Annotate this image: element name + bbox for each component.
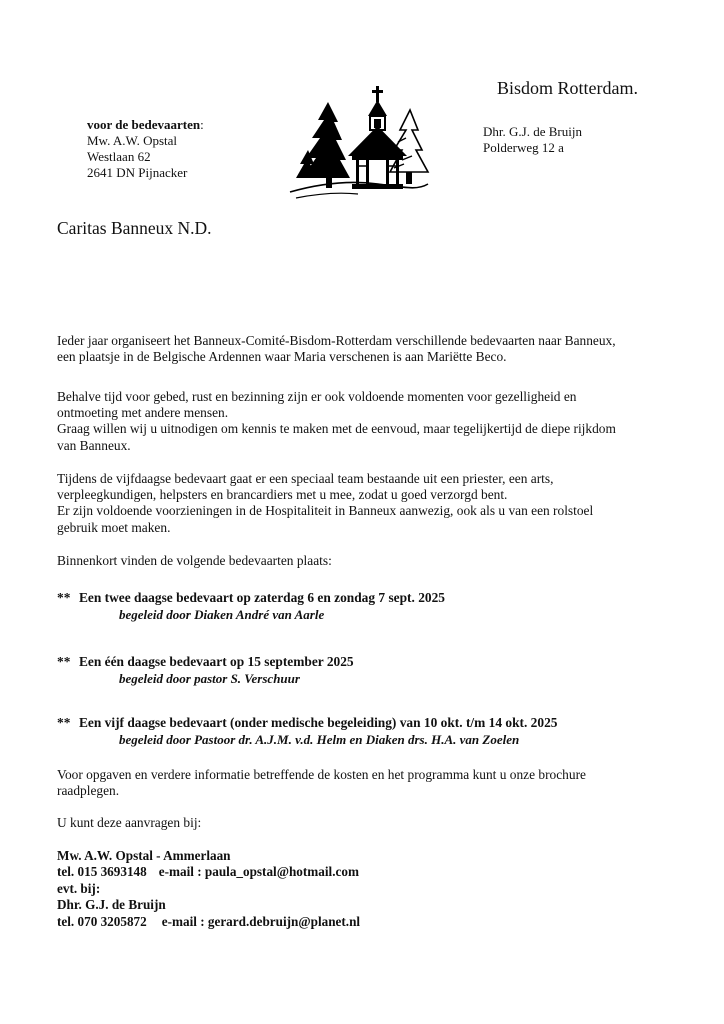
- upcoming-intro: Binnenkort vinden de volgende bedevaarten plaats:: [57, 553, 332, 568]
- trip-bullet: **: [57, 590, 71, 605]
- contact-alt-label: evt. bij:: [57, 880, 101, 896]
- trip-title: Een één daagse bedevaart op 15 september 2025: [79, 654, 354, 669]
- trip-item: [57, 590, 677, 623]
- trip-guide: begeleid door pastor S. Verschuur: [119, 671, 300, 687]
- trip-guide: begeleid door Diaken André van Aarle: [119, 607, 325, 623]
- text-line: Behalve tijd voor gebed, rust en bezinning zijn er ook voldoende momenten voor gezelligheid en: [57, 389, 577, 404]
- chapel-with-trees-icon: [288, 80, 430, 214]
- address-line: Mw. A.W. Opstal: [87, 133, 178, 148]
- text-line: van Banneux.: [57, 437, 131, 453]
- contact-name: Dhr. G.J. de Bruijn: [57, 897, 166, 913]
- trip-item: [57, 715, 677, 748]
- address-line: Dhr. G.J. de Bruijn: [483, 124, 582, 139]
- organisation-name: Bisdom Rotterdam.: [497, 78, 638, 98]
- contact-phone: tel. 015 3693148: [57, 864, 147, 880]
- request-line: U kunt deze aanvragen bij:: [57, 815, 202, 830]
- text-line: ontmoeting met andere mensen.: [57, 405, 229, 421]
- intro-paragraph: [57, 333, 677, 365]
- prayer-paragraph: [57, 389, 677, 454]
- address-line: Polderweg 12 a: [483, 140, 564, 155]
- text-line: Voor opgaven en verdere informatie betreffende de kosten en het programma kunt u onze brochure: [57, 767, 586, 782]
- trip-item: [57, 654, 677, 687]
- text-line: Er zijn voldoende voorzieningen in de Hospitaliteit in Banneux aanwezig, ook als u van een rolstoel: [57, 503, 594, 519]
- text-line: Graag willen wij u uitnodigen om kennis te maken met de eenvoud, maar tegelijkertijd de diepe rijkdom: [57, 421, 616, 437]
- document-subtitle: Caritas Banneux N.D.: [57, 218, 212, 238]
- address-line: Westlaan 62: [87, 149, 151, 164]
- contact-block: [57, 848, 360, 930]
- text-line: Tijdens de vijfdaagse bedevaart gaat er een speciaal team bestaande uit een priester, een arts,: [57, 471, 554, 486]
- trip-title: Een twee daagse bedevaart op zaterdag 6 en zondag 7 sept. 2025: [79, 590, 445, 605]
- contact-email[interactable]: e-mail : paula_opstal@hotmail.com: [158, 864, 359, 880]
- pilgrimage-contact-address: [87, 117, 204, 181]
- contact-name: Mw. A.W. Opstal - Ammerlaan: [57, 848, 231, 863]
- trip-bullet: **: [57, 715, 71, 730]
- diocese-contact-address: [483, 124, 582, 156]
- address-line: 2641 DN Pijnacker: [87, 165, 188, 180]
- text-line: verpleegkundigen, helpsters en brancardiers met u mee, zodat u goed verzorgd bent.: [57, 487, 508, 503]
- text-line: Ieder jaar organiseert het Banneux-Comité-Bisdom-Rotterdam verschillende bedevaarten naar Banneux,: [57, 333, 616, 348]
- text-line: gebruik moet maken.: [57, 519, 171, 535]
- address-heading-colon: :: [200, 117, 204, 132]
- text-line: een plaatsje in de Belgische Ardennen waar Maria verschenen is aan Mariëtte Beco.: [57, 349, 507, 365]
- contact-phone: tel. 070 3205872: [57, 913, 147, 929]
- address-heading: voor de bedevaarten: [87, 117, 201, 132]
- trip-title: Een vijf daagse bedevaart (onder medische begeleiding) van 10 okt. t/m 14 okt. 2025: [79, 715, 558, 730]
- trip-bullet: **: [57, 654, 71, 669]
- contact-email[interactable]: e-mail : gerard.debruijn@planet.nl: [161, 913, 361, 929]
- text-line: raadplegen.: [57, 783, 120, 799]
- team-paragraph: [57, 471, 677, 536]
- info-paragraph: [57, 767, 677, 799]
- trip-guide: begeleid door Pastoor dr. A.J.M. v.d. Helm en Diaken drs. H.A. van Zoelen: [119, 732, 520, 748]
